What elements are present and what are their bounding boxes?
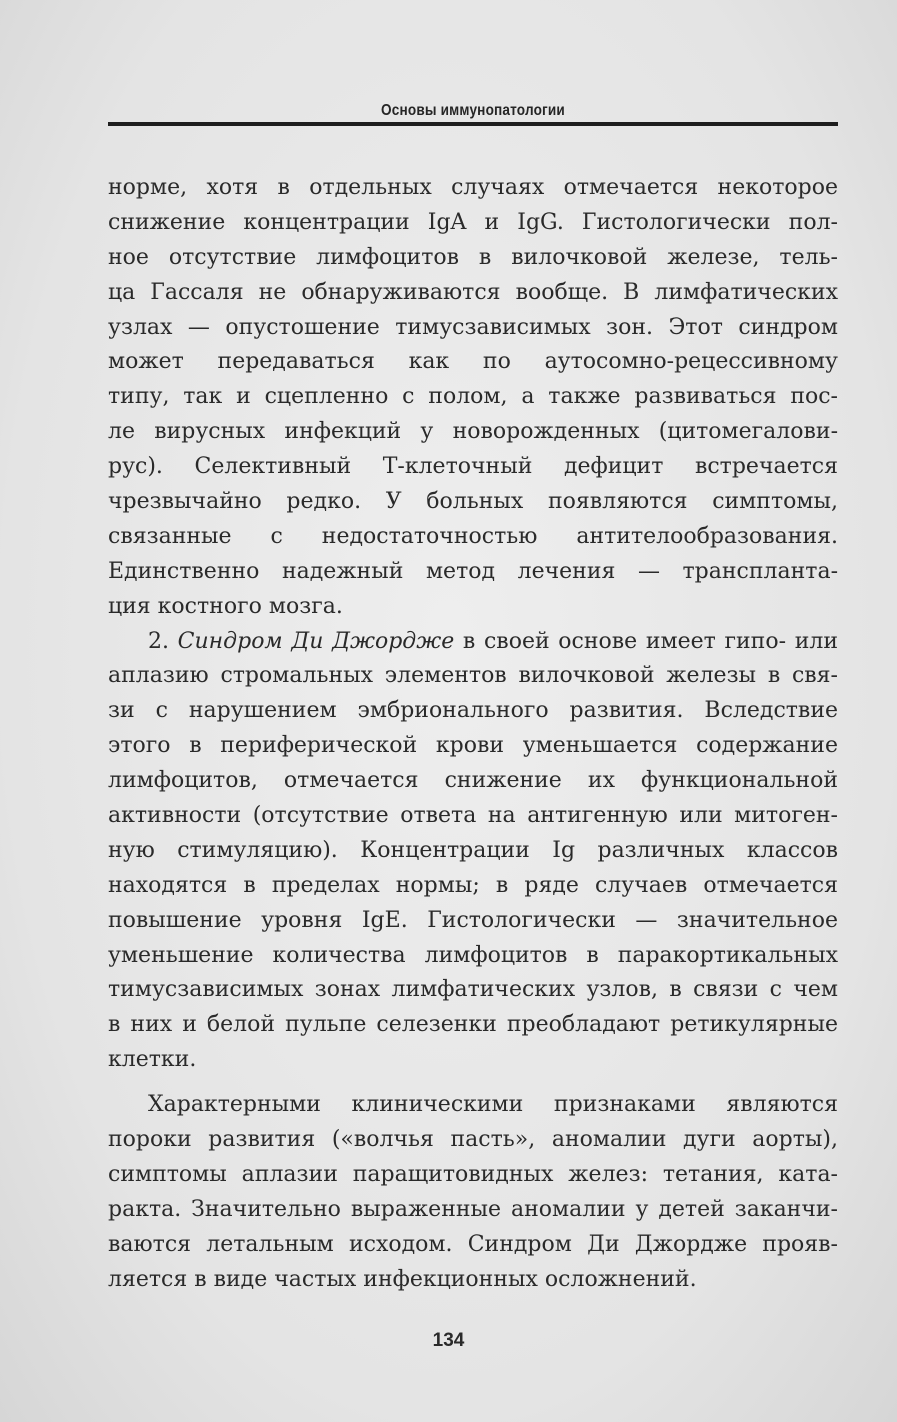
text-line: ваются летальным исходом. Синдром Ди Джордже прояв- (108, 1231, 838, 1257)
text-line: связанные с недостаточностью антителообразования. (108, 523, 838, 549)
text-line: тимусзависимых зонах лимфатических узлов, в связи с чем (108, 977, 838, 1003)
page-number: 134 (432, 1330, 465, 1351)
text-line: этого в периферической крови уменьшается содержание (108, 733, 838, 759)
text-line: в них и белой пульпе селезенки преобладают ретикулярные (108, 1012, 838, 1038)
text-line: лимфоцитов, отмечается снижение их функциональной (108, 768, 838, 794)
paragraph-gap (108, 1078, 838, 1088)
paragraph-3 (108, 1088, 838, 1297)
text-line: Единственно надежный метод лечения — транспланта- (108, 558, 838, 584)
text-line: ракта. Значительно выраженные аномалии у детей заканчи- (108, 1196, 838, 1222)
list-number: 2. (148, 628, 178, 654)
text-line: рус). Селективный Т-клеточный дефицит встречается (108, 454, 838, 480)
text-line: активности (отсутствие ответа на антигенную или митоген- (108, 803, 838, 829)
body-text (108, 171, 838, 1298)
paragraph-1 (108, 171, 838, 625)
text-line: узлах — опустошение тимусзависимых зон. Этот синдром (108, 314, 838, 340)
running-head: Основы иммунопатологии (381, 102, 565, 119)
text-line: симптомы аплазии паращитовидных желез: тетания, ката- (108, 1161, 838, 1187)
text-line: чрезвычайно редко. У больных появляются симптомы, (108, 489, 838, 515)
text-line: ция костного мозга. (108, 593, 343, 619)
text-line: находятся в пределах нормы; в ряде случаев отмечается (108, 872, 838, 898)
line-rest: в своей основе имеет гипо- или (454, 628, 838, 654)
text-line: может передаваться как по аутосомно-рецессивному (108, 349, 838, 375)
text-line: аплазию стромальных элементов вилочковой железы в свя- (108, 663, 838, 689)
text-line: ле вирусных инфекций у новорожденных (цитомегалови- (108, 419, 838, 445)
header-rule (108, 122, 838, 126)
text-line: ляется в виде частых инфекционных осложнений. (108, 1266, 697, 1292)
text-line: норме, хотя в отдельных случаях отмечается некоторое (108, 175, 838, 200)
text-line: пороки развития («волчья пасть», аномалии дуги аорты), (108, 1127, 838, 1153)
text-line: снижение концентрации IgA и IgG. Гистологически пол- (108, 209, 838, 235)
text-line: ца Гассаля не обнаруживаются вообще. В лимфатических (108, 279, 838, 305)
text-line (108, 625, 838, 660)
text-line: ную стимуляцию). Концентрации Ig различных классов (108, 837, 838, 863)
text-line: зи с нарушением эмбрионального развития. Вследствие (108, 698, 838, 724)
text-line: повышение уровня IgE. Гистологически — значительное (108, 907, 838, 933)
paragraph-2 (108, 625, 838, 1079)
text-line: ное отсутствие лимфоцитов в вилочковой железе, тель- (108, 244, 838, 270)
text-line: клетки. (108, 1047, 197, 1073)
text-line: уменьшение количества лимфоцитов в паракортикальных (108, 942, 838, 968)
text-line: Характерными клиническими признаками являются (148, 1092, 838, 1118)
syndrome-name: Синдром Ди Джордже (177, 628, 455, 654)
text-line: типу, так и сцепленно с полом, а также развиваться пос- (108, 384, 838, 410)
